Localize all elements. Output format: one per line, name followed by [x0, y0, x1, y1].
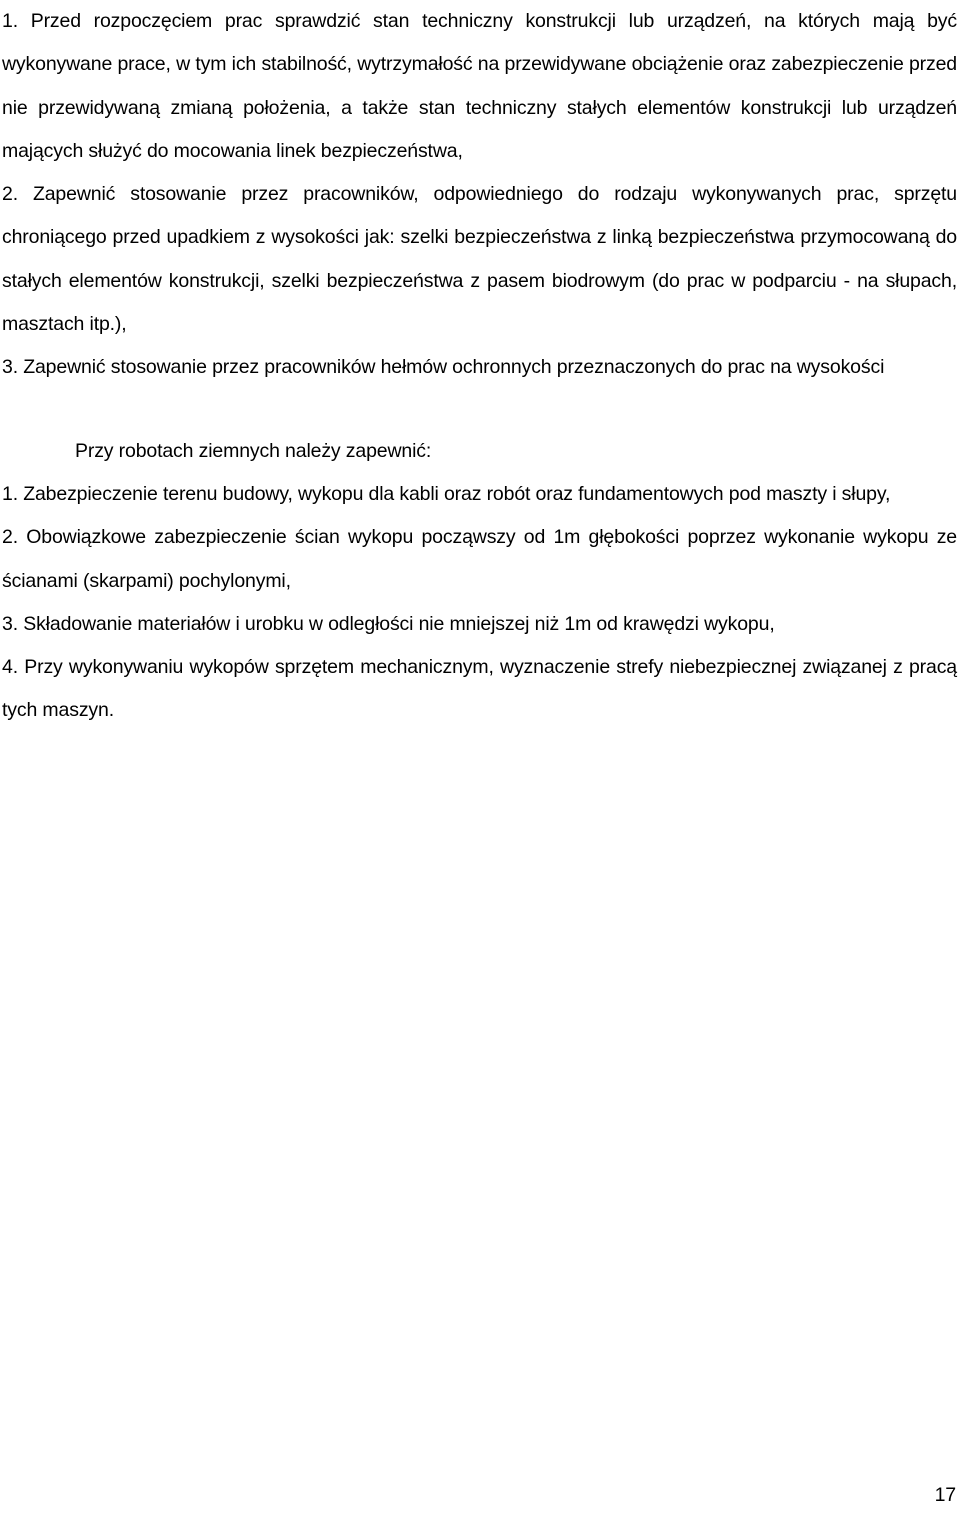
list-item: 4. Przy wykonywaniu wykopów sprzętem mechanicznym, wyznaczenie strefy niebezpiecznej związanej z pracą tych maszyn. [2, 656, 957, 722]
list-item: 2. Obowiązkowe zabezpieczenie ścian wykopu począwszy od 1m głębokości poprzez wykonanie wykopu ze ścianami (skarpami) pochylonymi, [2, 526, 957, 592]
list-item: 3. Składowanie materiałów i urobku w odległości nie mniejszej niż 1m od krawędzi wykopu, [2, 612, 775, 635]
list-item: 1. Zabezpieczenie terenu budowy, wykopu dla kabli oraz robót oraz fundamentowych pod maszty i słupy, [2, 482, 891, 505]
list-item: 2. Zapewnić stosowanie przez pracowników, odpowiedniego do rodzaju wykonywanych prac, sprzętu chroniącego przed upadkiem z wysokości jak: szelki bezpieczeństwa z linką bezpieczeństwa przymocowaną do stałych elementów konstrukcji, szelki bezpieczeństwa z pasem biodrowym (do prac w podparciu - na słupach, masztach itp.), [2, 183, 957, 336]
document-body [2, 0, 957, 733]
section-heading: Przy robotach ziemnych należy zapewnić: [75, 439, 432, 462]
list-item: 1. Przed rozpoczęciem prac sprawdzić stan techniczny konstrukcji lub urządzeń, na których mają być wykonywane prace, w tym ich stabilność, wytrzymałość na przewidywane obciążenie oraz zabezpieczenie przed nie przewidywaną zmianą położenia, a także stan techniczny stałych elementów konstrukcji lub urządzeń mających służyć do mocowania linek bezpieczeństwa, [2, 10, 957, 162]
page-number: 17 [934, 1484, 956, 1506]
list-item: 3. Zapewnić stosowanie przez pracowników hełmów ochronnych przeznaczonych do prac na wysokości [2, 356, 885, 379]
section-spacer [2, 390, 957, 430]
